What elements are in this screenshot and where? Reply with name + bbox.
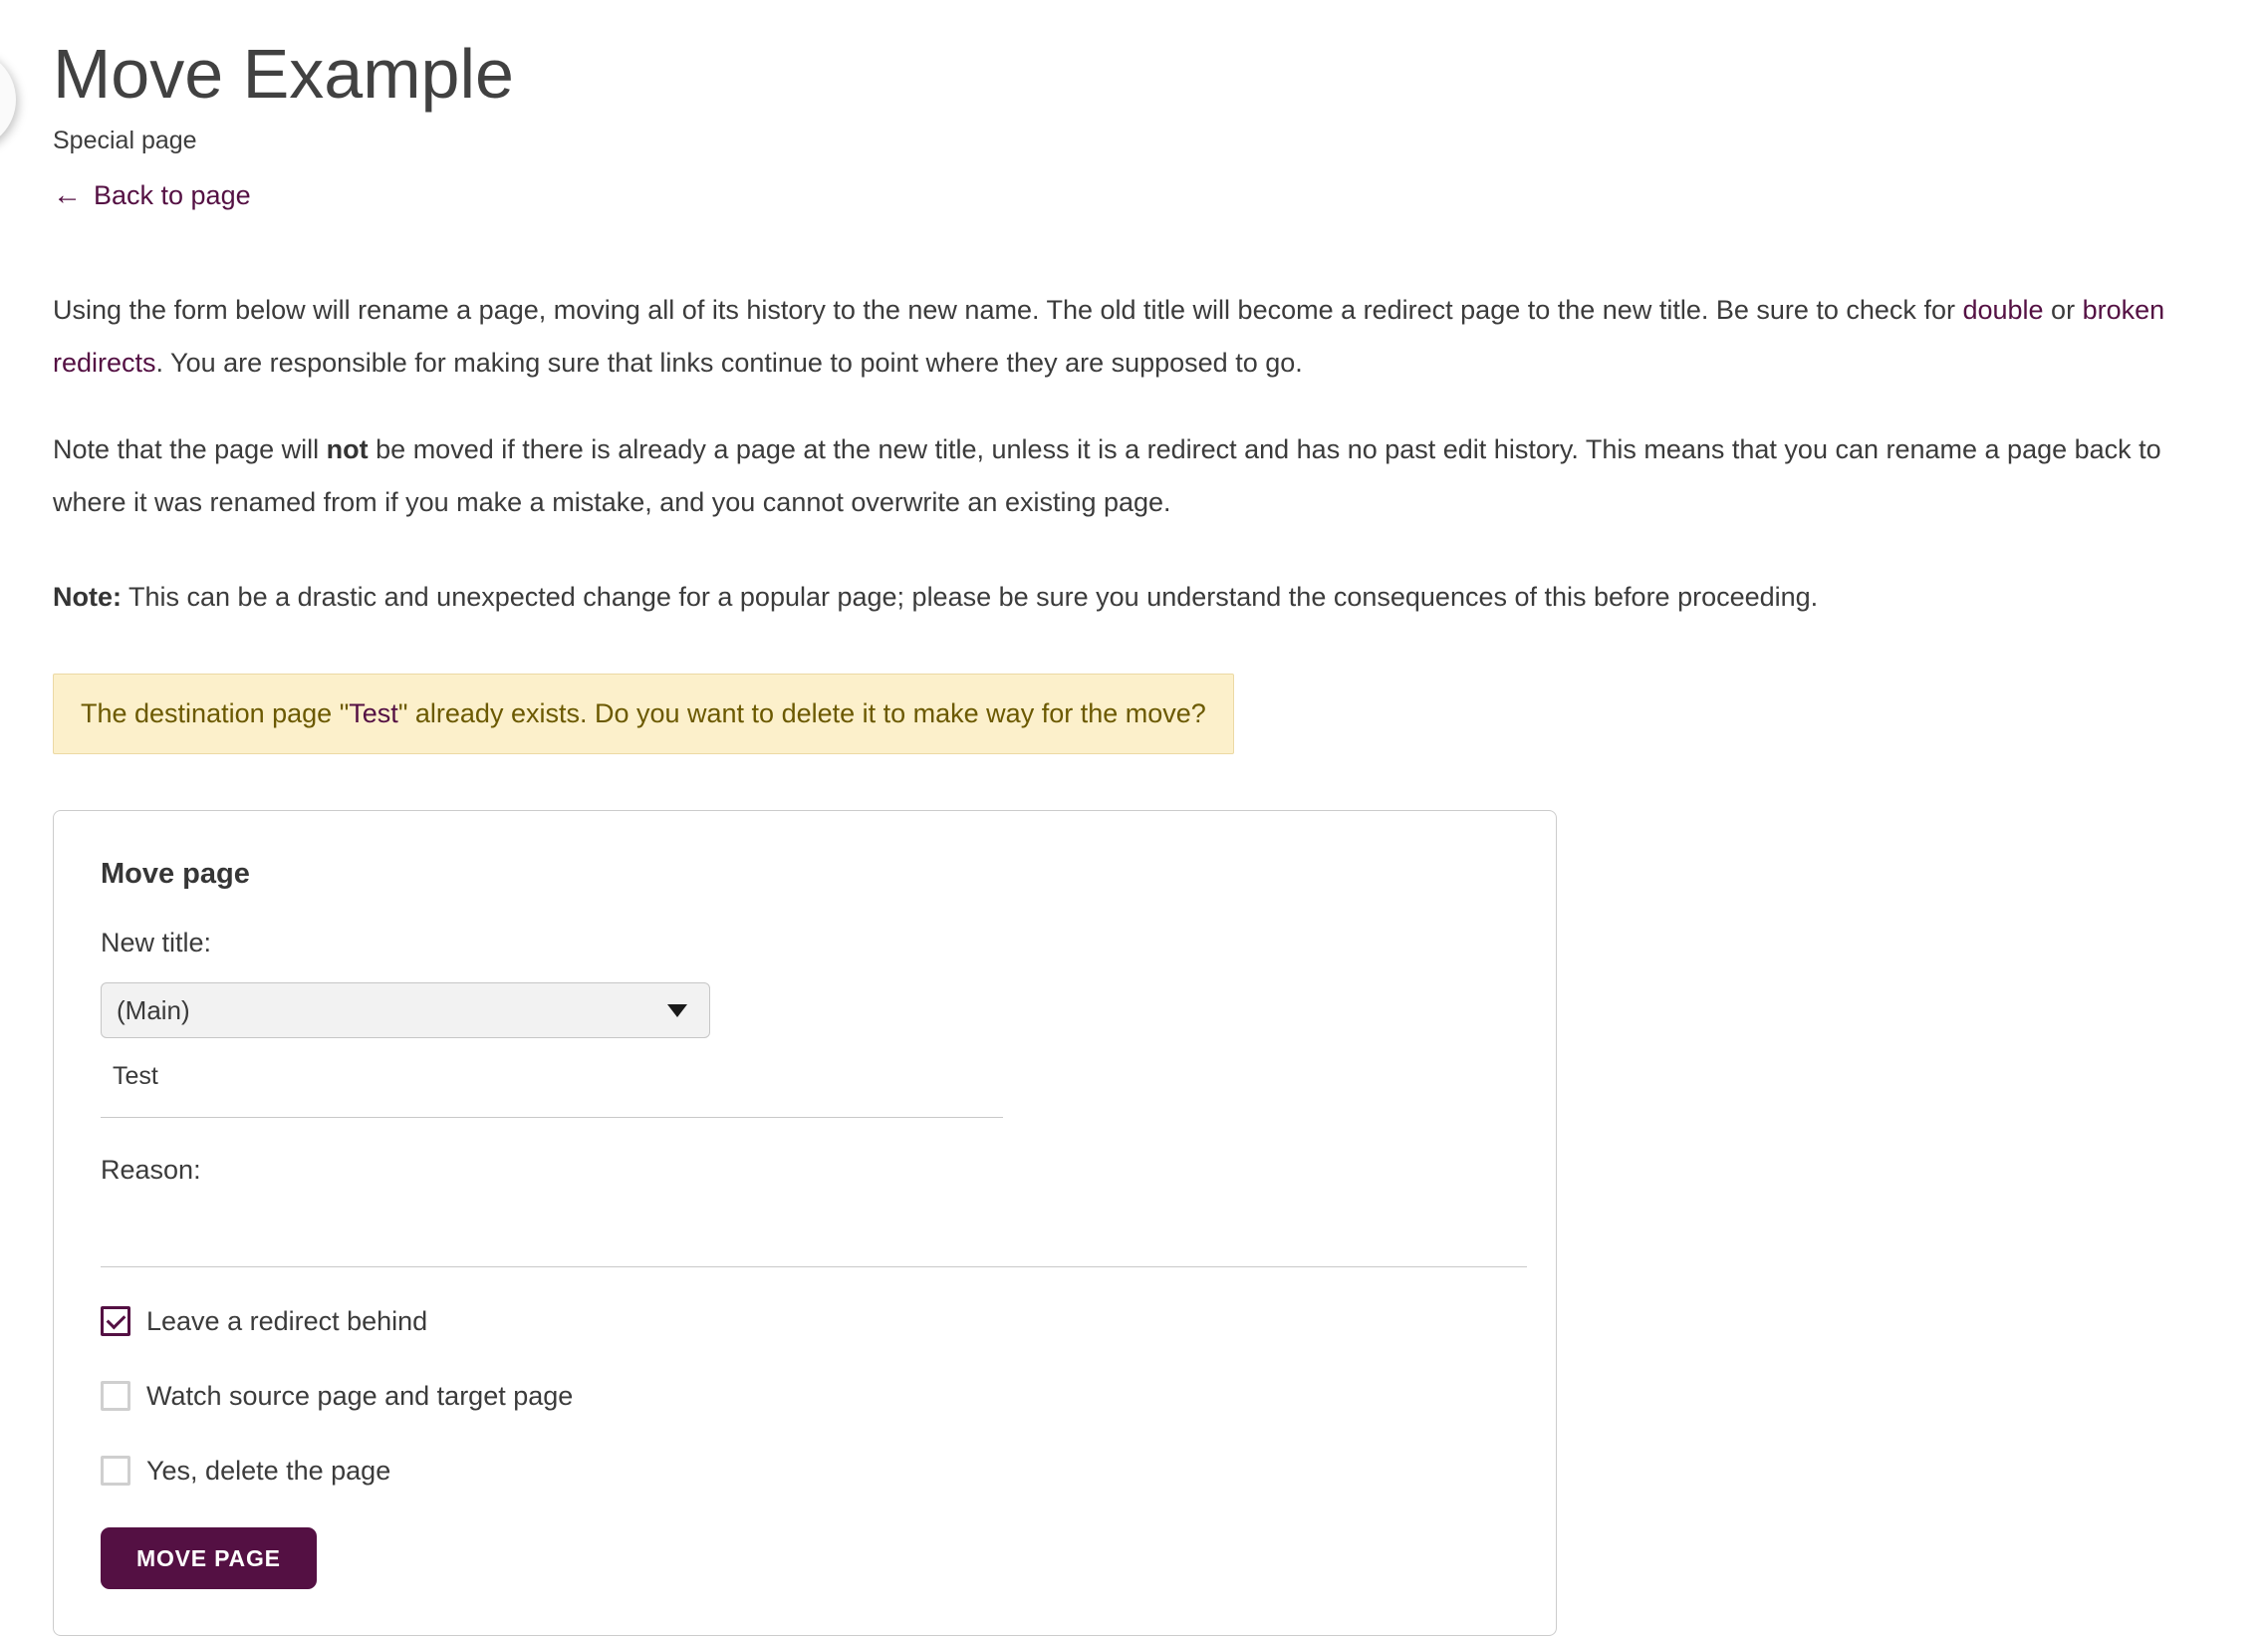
- move-page-button[interactable]: MOVE PAGE: [101, 1527, 317, 1589]
- warning-text-after: " already exists. Do you want to delete it to make way for the move?: [397, 698, 1206, 728]
- delete-page-label[interactable]: Yes, delete the page: [146, 1456, 391, 1486]
- destination-exists-warning: [53, 674, 1234, 754]
- intro-p1-after-text: . You are responsible for making sure that links continue to point where they are supposed to go.: [155, 348, 1303, 378]
- delete-page-checkbox[interactable]: [101, 1456, 130, 1486]
- checkbox-group: [101, 1303, 1509, 1489]
- reason-label: Reason:: [101, 1155, 201, 1185]
- intro-text: [53, 284, 2228, 754]
- intro-paragraph-2: [53, 423, 2228, 529]
- note-paragraph: [53, 571, 2228, 624]
- reason-input[interactable]: [101, 1194, 1527, 1267]
- test-page-link[interactable]: Test: [349, 698, 398, 728]
- delete-page-row[interactable]: [101, 1453, 1509, 1489]
- leave-redirect-checkbox[interactable]: [101, 1306, 130, 1336]
- form-heading: Move page: [101, 858, 250, 890]
- note-text: This can be a drastic and unexpected change for a popular page; please be sure you understand the consequences of this before proceeding.: [122, 582, 1819, 612]
- new-title-input[interactable]: [101, 1044, 1003, 1118]
- back-link-label: Back to page: [94, 180, 251, 210]
- watch-pages-checkbox[interactable]: [101, 1381, 130, 1411]
- back-arrow-icon: ←: [53, 179, 82, 211]
- intro-p2-text: Note that the page will: [53, 434, 327, 464]
- intro-p2-bold-text: not: [326, 434, 369, 464]
- leave-redirect-row[interactable]: [101, 1303, 1509, 1339]
- double-redirects-link[interactable]: double: [1962, 295, 2044, 325]
- intro-p2-after-text: be moved if there is already a page at the new title, unless it is a redirect and has no past edit history. This means that you can rename a page back to where it was renamed from if you make a mistake, and you cannot overwrite an existing page.: [53, 434, 2161, 517]
- note-label: Note:: [53, 582, 122, 612]
- page-subtitle: Special page: [53, 127, 197, 154]
- back-to-page-link[interactable]: [53, 179, 251, 211]
- leave-redirect-label[interactable]: Leave a redirect behind: [146, 1306, 428, 1336]
- broken-redirects-link[interactable]: broken redirects: [53, 295, 2165, 378]
- move-page-form: [53, 810, 1557, 1636]
- intro-paragraph-1: [53, 284, 2228, 390]
- chevron-down-icon: [667, 1004, 687, 1017]
- new-title-label: New title:: [101, 928, 212, 957]
- intro-p1-mid-text: or: [2043, 295, 2083, 325]
- namespace-select[interactable]: [101, 982, 710, 1038]
- watch-pages-label[interactable]: Watch source page and target page: [146, 1381, 574, 1411]
- intro-p1-text: Using the form below will rename a page, moving all of its history to the new name. The old title will become a redirect page to the new title. Be sure to check for: [53, 295, 1963, 325]
- namespace-selected-value: (Main): [117, 995, 190, 1025]
- page-title: Move Example: [53, 35, 514, 113]
- warning-text-before: The destination page ": [81, 698, 350, 728]
- watch-pages-row[interactable]: [101, 1378, 1509, 1414]
